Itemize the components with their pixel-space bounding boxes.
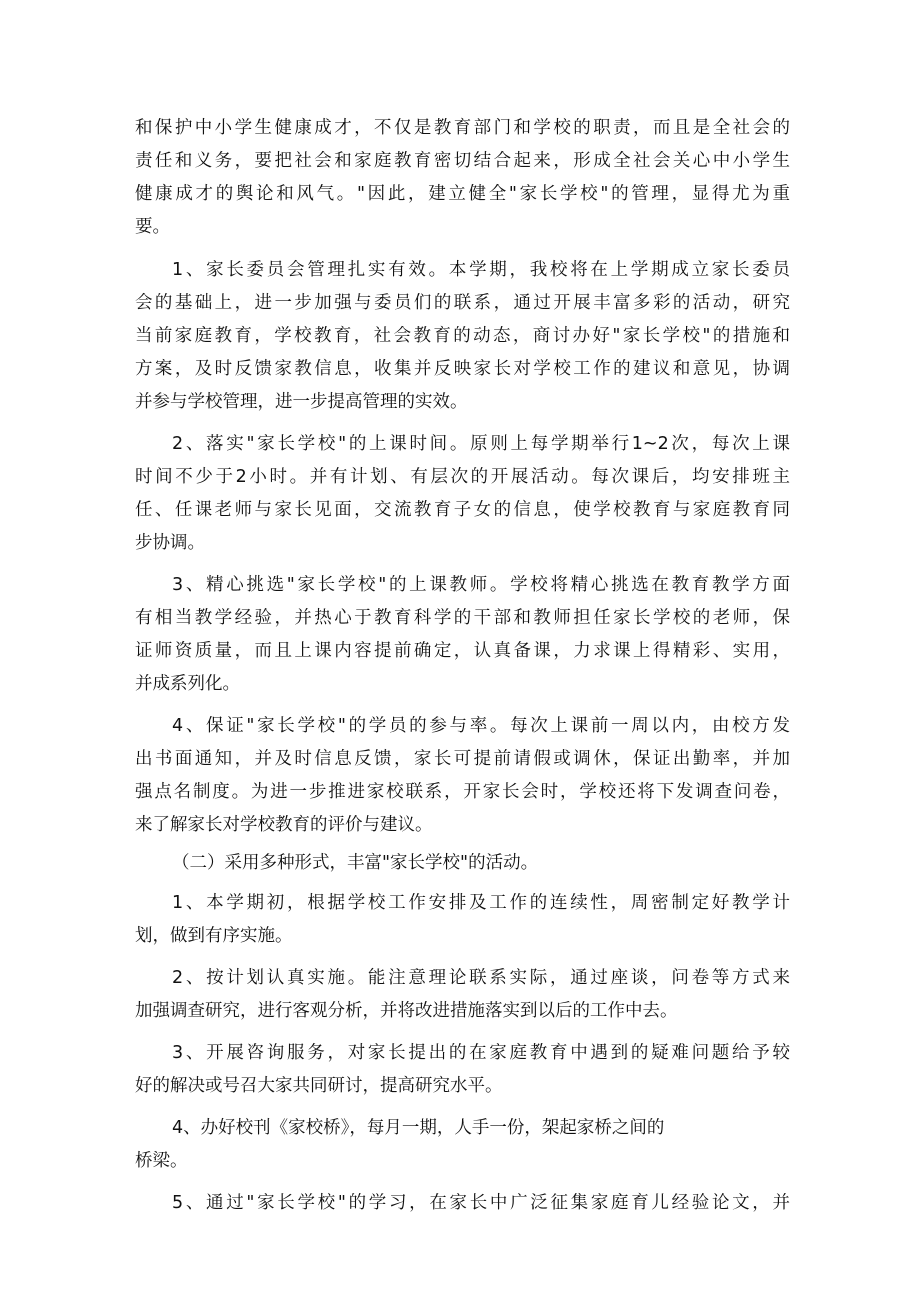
text-line: 1、本学期初，根据学校工作安排及工作的连续性，周密制定好教学计 xyxy=(172,893,790,913)
text-line: 4、保证"家长学校"的学员的参与率。每次上课前一周以内，由校方发 xyxy=(172,716,790,736)
text-line: 并参与学校管理，进一步提高管理的实效。 xyxy=(135,392,468,412)
text-line: 和保护中小学生健康成才，不仅是教育部门和学校的职责，而且是全社会的 xyxy=(135,118,790,138)
text-line: 划，做到有序实施。 xyxy=(135,926,293,946)
text-line: 要。 xyxy=(135,217,170,237)
text-line: 并成系列化。 xyxy=(135,674,240,694)
text-line: 任、任课老师与家长见面，交流教育子女的信息，使学校教育与家庭教育同 xyxy=(135,500,790,520)
text-line: 4、办好校刊《家校桥》，每月一期，人手一份，架起家桥之间的 xyxy=(172,1118,665,1138)
text-line: 有相当教学经验，并热心于教育科学的干部和教师担任家长学校的老师，保 xyxy=(135,608,790,628)
text-line: 来了解家长对学校教育的评价与建议。 xyxy=(135,815,433,835)
text-line: 责任和义务，要把社会和家庭教育密切结合起来，形成全社会关心中小学生 xyxy=(135,151,790,171)
text-line: 2、按计划认真实施。能注意理论联系实际，通过座谈，问卷等方式来 xyxy=(172,968,790,988)
text-line: 步协调。 xyxy=(135,533,205,553)
text-line: 加强调查研究，进行客观分析，并将改进措施落实到以后的工作中去。 xyxy=(135,1001,678,1021)
text-line: 3、精心挑选"家长学校"的上课教师。学校将精心挑选在教育教学方面 xyxy=(172,575,790,595)
text-line: 会的基础上，进一步加强与委员们的联系，通过开展丰富多彩的活动，研究 xyxy=(135,293,790,313)
text-line: 出书面通知，并及时信息反馈，家长可提前请假或调休，保证出勤率，并加 xyxy=(135,749,790,769)
text-line: 2、落实"家长学校"的上课时间。原则上每学期举行1~2次，每次上课 xyxy=(172,434,790,454)
text-line: 时间不少于2小时。并有计划、有层次的开展活动。每次课后，均安排班主 xyxy=(135,467,790,487)
text-line: 3、开展咨询服务，对家长提出的在家庭教育中遇到的疑难问题给予较 xyxy=(172,1043,790,1063)
text-line: 好的解决或号召大家共同研讨，提高研究水平。 xyxy=(135,1076,503,1096)
text-line: 当前家庭教育，学校教育，社会教育的动态，商讨办好"家长学校"的措施和 xyxy=(135,326,790,346)
text-line: 健康成才的舆论和风气。"因此，建立健全"家长学校"的管理，显得尤为重 xyxy=(135,184,790,204)
text-line: 证师资质量，而且上课内容提前确定，认真备课，力求课上得精彩、实用， xyxy=(135,641,790,661)
section-heading: （二）采用多种形式，丰富"家长学校"的活动。 xyxy=(172,853,539,873)
text-line: 1、家长委员会管理扎实有效。本学期，我校将在上学期成立家长委员 xyxy=(172,260,790,280)
text-line: 桥梁。 xyxy=(135,1151,188,1171)
text-line: 5、通过"家长学校"的学习，在家长中广泛征集家庭育儿经验论文，并 xyxy=(172,1193,790,1213)
text-line: 强点名制度。为进一步推进家校联系，开家长会时，学校还将下发调查问卷， xyxy=(135,782,790,802)
text-line: 方案，及时反馈家教信息，收集并反映家长对学校工作的建议和意见，协调 xyxy=(135,359,790,379)
